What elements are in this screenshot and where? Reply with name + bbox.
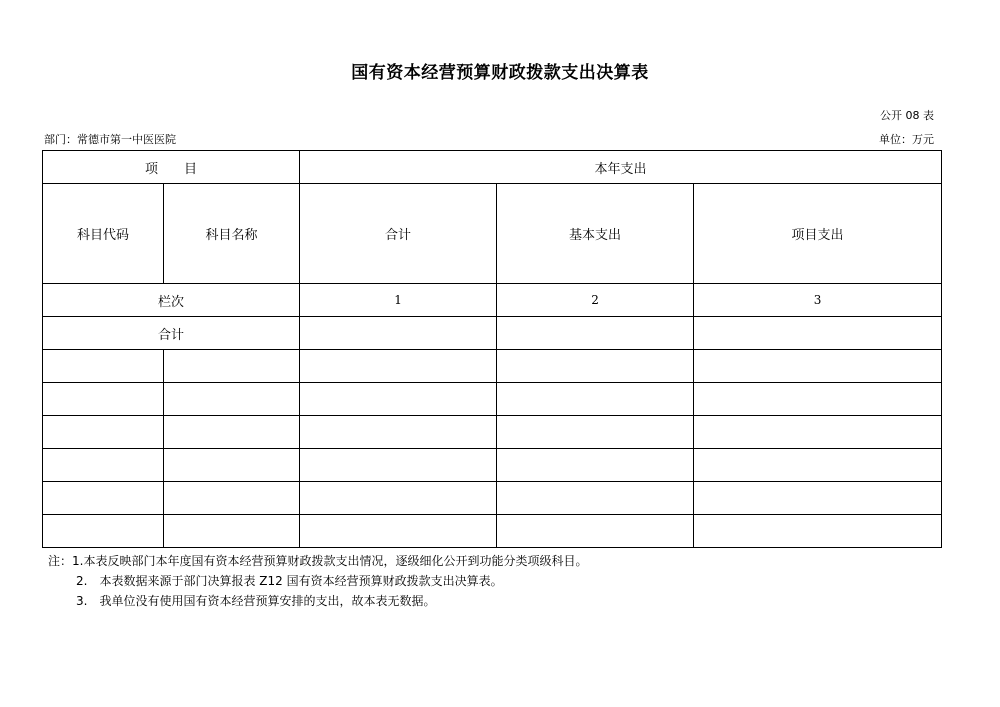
table-cell (694, 383, 942, 416)
table-row (43, 350, 942, 383)
index-row-label: 栏次 (43, 284, 300, 317)
table-cell (164, 416, 300, 449)
table-cell (694, 449, 942, 482)
table-cell (300, 449, 497, 482)
table-cell (300, 383, 497, 416)
table-cell (300, 416, 497, 449)
note-1: 注：1.本表反映部门本年度国有资本经营预算财政拨款支出情况，逐级细化公开到功能分类项级科目。 (48, 554, 588, 568)
table-cell (694, 350, 942, 383)
table-cell (43, 383, 164, 416)
total-row (43, 317, 942, 350)
index-row (43, 284, 942, 317)
unit-label: 单位：万元 (879, 133, 934, 146)
table-cell (43, 449, 164, 482)
total-cell (300, 317, 497, 350)
table-cell (300, 515, 497, 548)
table-cell (694, 515, 942, 548)
table-row (43, 482, 942, 515)
page-title: 国有资本经营预算财政拨款支出决算表 (351, 63, 649, 83)
header-current-year-expenditure: 本年支出 (300, 151, 942, 184)
form-number: 公开 08 表 (880, 109, 934, 122)
table-cell (300, 350, 497, 383)
table-cell (164, 449, 300, 482)
expenditure-table (42, 150, 942, 548)
total-cell (497, 317, 694, 350)
table-row (43, 383, 942, 416)
header-item: 项 目 (43, 151, 300, 184)
table-cell (43, 515, 164, 548)
table-cell (497, 515, 694, 548)
table-cell (43, 350, 164, 383)
table-cell (164, 482, 300, 515)
table-cell (694, 416, 942, 449)
header-basic-expenditure: 基本支出 (497, 184, 694, 284)
table-cell (497, 449, 694, 482)
header-row-2 (43, 184, 942, 284)
header-row-1 (43, 151, 942, 184)
notes (48, 551, 587, 611)
table-cell (300, 482, 497, 515)
department-label: 部门：常德市第一中医医院 (44, 133, 176, 146)
index-cell: 3 (694, 284, 942, 317)
table-cell (497, 482, 694, 515)
header-total: 合计 (300, 184, 497, 284)
index-cell: 1 (300, 284, 497, 317)
table-cell (164, 383, 300, 416)
header-project-expenditure: 项目支出 (694, 184, 942, 284)
table-cell (497, 383, 694, 416)
table-cell (164, 515, 300, 548)
table-row (43, 449, 942, 482)
table-cell (497, 350, 694, 383)
note-2: 2. 本表数据来源于部门决算报表 Z12 国有资本经营预算财政拨款支出决算表。 (76, 574, 503, 588)
total-row-label: 合计 (43, 317, 300, 350)
header-subject-name: 科目名称 (164, 184, 300, 284)
header-subject-code: 科目代码 (43, 184, 164, 284)
total-cell (694, 317, 942, 350)
note-3: 3. 我单位没有使用国有资本经营预算安排的支出，故本表无数据。 (76, 594, 436, 608)
table-cell (497, 416, 694, 449)
table-row (43, 515, 942, 548)
table-cell (43, 416, 164, 449)
table-cell (694, 482, 942, 515)
index-cell: 2 (497, 284, 694, 317)
table-cell (164, 350, 300, 383)
table-cell (43, 482, 164, 515)
table-row (43, 416, 942, 449)
